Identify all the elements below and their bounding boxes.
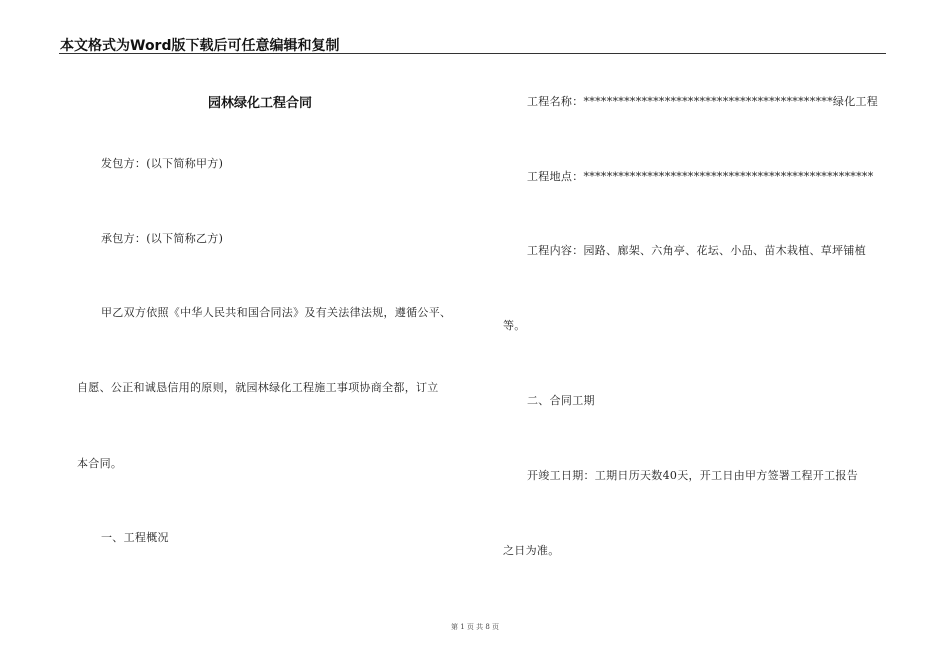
duration-line-1: 开竣工日期：工期日历天数40天，开工日由甲方签署工程开工报告 [527,469,858,482]
duration-line-2: 之日为准。 [503,544,560,557]
paragraph-intro-line-3: 本合同。 [77,457,123,470]
project-location-line: 工程地点：************************************************** [527,170,874,183]
project-content-line-1: 工程内容：园路、廊架、六角亭、花坛、小品、苗木栽植、草坪铺植 [527,244,866,257]
paragraph-contractor: 承包方：(以下简称乙方) [101,232,224,245]
project-name-line: 工程名称：*******************************************绿化工程 [527,95,879,108]
paragraph-intro-line-2: 自愿、公正和诚恳信用的原则，就园林绿化工程施工事项协商全都，订立 [77,381,439,394]
paragraph-employer: 发包方：(以下简称甲方) [101,157,224,170]
paragraph-intro-line-1: 甲乙双方依照《中华人民共和国合同法》及有关法律法规，遵循公平、 [101,306,452,319]
project-content-line-2: 等。 [503,319,526,332]
page-header [59,33,886,54]
section-heading-overview: 一、工程概况 [101,531,169,544]
page-number: 第 1 页 共 8 页 [450,623,500,631]
header-text: 本文格式为Word版下载后可任意编辑和复制 [60,38,340,54]
section-heading-duration: 二、合同工期 [527,394,595,407]
document-title: 园林绿化工程合同 [208,96,313,111]
